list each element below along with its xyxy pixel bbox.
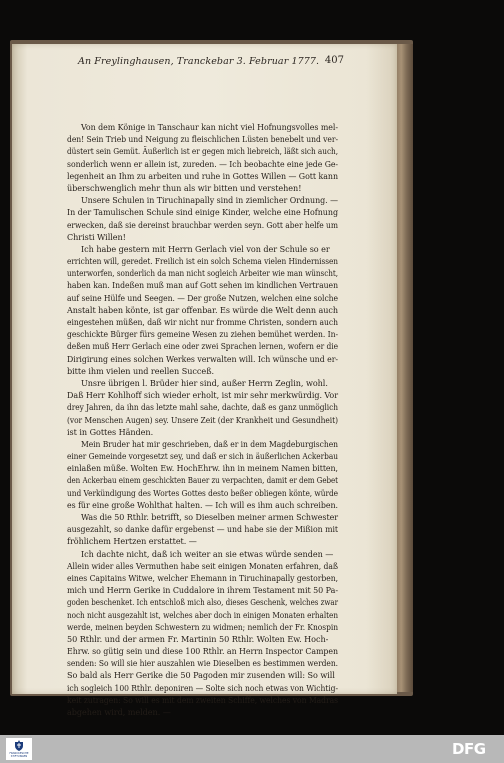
text-line: mich und Herrn Gerike in Cuddalore in ihrem Testament mit 50 Pa-: [67, 585, 338, 596]
text-line: 50 Rthlr. und der armen Fr. Martinin 50 Rthlr. Wolten Ew. Hoch-: [67, 633, 329, 644]
text-line: drey Jahren, da ihn das letzte mahl sahe, dachte, daß es ganz unmöglich: [67, 402, 338, 413]
text-line: Unsere Schulen in Tiruchinapally sind in ziemlicher Ordnung. —: [81, 195, 338, 206]
text-line: Ich habe gestern mit Herrn Gerlach viel von der Schule so er: [81, 243, 330, 254]
text-line: düstert sein Gemüt. Äußerlich ist er gegen mich liebreich, läßt sich auch,: [67, 146, 338, 157]
text-line: geschickte Bürger fürs gemeine Wesen zu ziehen bemühet werden. In-: [67, 329, 338, 340]
text-line: erwecken, daß sie dereinst brauchbar werden seyn. Gott aber helfe um: [67, 219, 338, 230]
text-line: Von dem Könige in Tanschaur kan nicht viel Hofnungsvolles mel-: [81, 122, 338, 132]
book-page-edges: [395, 44, 413, 692]
text-line: und Verkündigung des Wortes Gottes desto beßer obliegen könte, würde: [67, 487, 338, 498]
text-line: Ehrw. so gütig sein und diese 100 Rthlr. an Herrn Inspector Campen: [67, 646, 338, 657]
text-line: bitte ihm vielen und reellen Succeß.: [67, 365, 214, 376]
text-line: (vor Menschen Augen) sey. Unsere Zeit (der Krankheit und Gesundheit): [67, 414, 338, 425]
viewer-footer-bar: [0, 735, 504, 763]
body-text: [67, 121, 338, 717]
text-line: legenheit an Ihm zu arbeiten und ruhe in Gottes Willen — Gott kann: [67, 170, 338, 181]
text-line: ich sogleich 100 Rthlr. deponiren — Solte sich noch etwas von Wichtig-: [67, 682, 338, 693]
text-line: werde, meinen beyden Schwestern zu widmen; nemlich der Fr. Knospin: [67, 621, 338, 632]
text-line: unterworfen, sonderlich da man nicht sogleich Arbeiter wie man wünscht,: [67, 268, 338, 279]
text-line: einlaßen müße. Wolten Ew. HochEhrw. ihn in meinem Namen bitten,: [67, 463, 338, 474]
text-line: Was die 50 Rthlr. betrifft, so Dieselben meiner armen Schwester: [81, 512, 338, 522]
text-line: Dirigirung eines solchen Werkes verwalten will. Ich wünsche und er-: [67, 353, 338, 364]
text-line: deßen muß Herr Gerlach eine oder zwei Sprachen lernen, wofern er die: [67, 341, 338, 352]
text-line: Unsre übrigen l. Brüder hier sind, außer Herrn Zeglin, wohl.: [81, 377, 328, 388]
running-head: An Freylinghausen, Tranckebar 3. Februar 1777.: [78, 56, 320, 67]
text-line: den! Sein Trieb und Neigung zu fleischlichen Lüsten benebelt und ver-: [67, 134, 338, 145]
text-line: noch nicht ausgezahlt ist, welches aber doch in einigen Monaten erhalten: [67, 609, 338, 620]
text-line: überschwenglich mehr thun als wir bitten und verstehen!: [67, 182, 302, 193]
text-line: senden: So will sie hier auszahlen wie Dieselben es bestimmen werden.: [67, 658, 338, 669]
text-line: den Ackerbau einem geschickten Bauer zu verpachten, damit er dem Gebet: [67, 475, 338, 486]
text-line: Daß Herr Kohlhoff sich wieder erholt, ist mir sehr merkwürdig. Vor: [67, 390, 338, 401]
text-line: So bald als Herr Gerike die 50 Pagoden mir zusenden will: So will: [67, 670, 335, 681]
library-logo[interactable]: [6, 738, 32, 760]
text-line: eingestehen müßen, daß wir nicht nur fromme Christen, sondern auch: [67, 317, 338, 327]
text-line: auf seine Hülfe und Seegen. — Der große Nutzen, welchen eine solche: [67, 292, 338, 303]
text-line: Anstalt haben könte, ist gar offenbar. Es würde die Welt denn auch: [67, 304, 338, 315]
text-line: Christi Willen!: [67, 231, 126, 242]
text-line: ist in Gottes Händen.: [67, 426, 154, 437]
text-line: sonderlich wenn er allein ist, zureden. — Ich beobachte eine jede Ge-: [67, 158, 338, 169]
text-line: In der Tamulischen Schule sind einige Kinder, welche eine Hofnung: [67, 207, 338, 218]
text-line: Allein wider alles Vermuthen habe seit einigen Monaten erfahren, daß: [67, 560, 338, 571]
text-line: Mein Bruder hat mir geschrieben, daß er in dem Magdeburgischen: [81, 438, 338, 449]
page-number: 407: [324, 55, 344, 66]
text-line: Ich dachte nicht, daß ich weiter an sie etwas würde senden —: [81, 548, 334, 559]
text-line: eines Capitains Witwe, welcher Ehemann in Tiruchinapally gestorben,: [67, 572, 338, 583]
text-line: einer Gemeinde vorgesetzt sey, und daß er sich in äußerlichen Ackerbau: [67, 451, 338, 462]
text-line: haben kan. Indeßen muß man auf Gott sehen im kindlichen Vertrauen: [67, 280, 338, 291]
text-line: errichten will, geredet. Freilich ist ein solch Schema vielen Hindernissen: [67, 256, 338, 267]
dfg-logo[interactable]: DFG: [452, 740, 486, 758]
crest-icon: [14, 740, 24, 751]
text-line: es für eine große Wohlthat halten. — Ich will es ihm auch schreiben.: [67, 499, 338, 510]
library-logo-text: FRANCKESCHE STIFTUNGEN: [9, 752, 29, 758]
text-line: abgehen wird, melden. —: [67, 707, 171, 717]
text-line: goden beschenket. Ich entschloß mich also, dieses Geschenk, welches zwar: [67, 597, 338, 608]
text-line: keit zutragen: So will es mit dem zweiten Schiffe, welches von Madras: [67, 694, 338, 705]
text-line: fröhlichem Hertzen erstattet. —: [67, 536, 197, 547]
text-line: ausgezahlt, so danke dafür ergebenst — und habe sie der Mißion mit: [67, 524, 338, 535]
